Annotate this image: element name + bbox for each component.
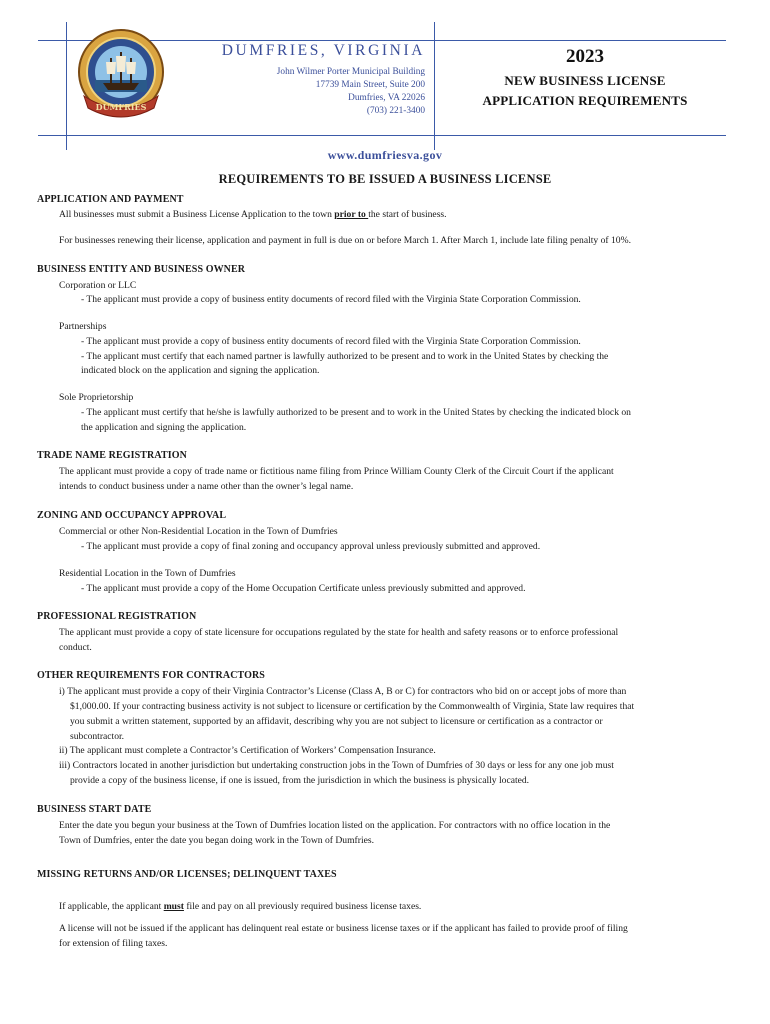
phone-number: (703) 221-3400: [366, 106, 425, 116]
section-heading-missing: MISSING RETURNS AND/OR LICENSES; DELINQUENT TAXES: [37, 869, 337, 880]
city-name: DUMFRIES, VIRGINIA: [221, 42, 425, 59]
building-name: John Wilmer Porter Municipal Building: [276, 67, 425, 77]
missing-text-2: A license will not be issued if the applicant has delinquent real estate or business license taxes or if the applicant has failed to provide proof of filing: [59, 923, 628, 934]
contractors-item-i-2: $1,000.00. If your contracting business activity is not subject to licensure or certification by the Commonwealth of Virginia, State law requires that: [70, 701, 635, 712]
missing-text-3: for extension of filing taxes.: [59, 938, 168, 949]
contractors-item-iii-1: iii) Contractors located in another jurisdiction but undertaking construction jobs in the Town of Dumfries of 30 days or less for any one job must: [59, 760, 614, 771]
entity-partnership-text-3: indicated block on the application and signing the application.: [81, 365, 320, 376]
section-heading-entity: BUSINESS ENTITY AND BUSINESS OWNER: [37, 264, 246, 275]
zoning-commercial-text: - The applicant must provide a copy of final zoning and occupancy approval unless previously submitted and approved.: [81, 541, 541, 552]
doc-title-line-2: APPLICATION REQUIREMENTS: [482, 93, 688, 108]
section-heading-professional: PROFESSIONAL REGISTRATION: [37, 611, 197, 622]
trade-text-2: intends to conduct business under a name other than the owner’s legal name.: [59, 481, 354, 492]
doc-title-line-1: NEW BUSINESS LICENSE: [504, 73, 666, 88]
entity-partnership-text-2: - The applicant must certify that each named partner is lawfully authorized to be present and to work in the United States by checking the: [81, 351, 609, 362]
professional-text-1: The applicant must provide a copy of state licensure for occupations regulated by the state for health and safety reasons or to enforce professional: [59, 627, 619, 638]
entity-partnership-text-1: - The applicant must provide a copy of business entity documents of record filed with the Virginia State Corporation Commission.: [81, 336, 581, 347]
missing-text-1: If applicable, the applicant must file and pay on all previously required business license taxes.: [59, 901, 422, 912]
professional-text-2: conduct.: [59, 642, 92, 653]
city-state-zip: Dumfries, VA 22026: [348, 93, 425, 103]
trade-text-1: The applicant must provide a copy of trade name or fictitious name filing from Prince William County Clerk of the Circuit Court if the applicant: [59, 466, 614, 477]
contractors-item-iii-2: provide a copy of the business license, if one is issued, from the jurisdiction in which the business is physically located.: [70, 775, 530, 786]
entity-sole-label: Sole Proprietorship: [59, 392, 134, 403]
entity-corp-label: Corporation or LLC: [59, 280, 137, 291]
main-title: REQUIREMENTS TO BE ISSUED A BUSINESS LICENSE: [218, 172, 552, 186]
website-link[interactable]: www.dumfriesva.gov: [327, 148, 443, 162]
header-divider-mid: [434, 22, 435, 150]
town-seal: [76, 28, 166, 120]
section-heading-zoning: ZONING AND OCCUPANCY APPROVAL: [37, 510, 227, 521]
entity-partnership-label: Partnerships: [59, 321, 107, 332]
contractors-item-i-3: you submit a written statement, supported by an affidavit, describing why you are not subject to licensure or certification as a contractor or: [70, 716, 603, 727]
year-heading: 2023: [566, 46, 604, 67]
start-date-text-2: Town of Dumfries, enter the date you began doing work in the Town of Dumfries.: [59, 835, 375, 846]
section-heading-application: APPLICATION AND PAYMENT: [37, 194, 184, 205]
contractors-item-ii: ii) The applicant must complete a Contractor’s Certification of Workers’ Compensation Insurance.: [59, 745, 436, 756]
header-rule-bottom: [38, 135, 726, 136]
section-heading-start-date: BUSINESS START DATE: [37, 804, 152, 815]
street-address: 17739 Main Street, Suite 200: [315, 80, 425, 90]
zoning-commercial-label: Commercial or other Non-Residential Location in the Town of Dumfries: [59, 526, 338, 537]
contractors-item-i-4: subcontractor.: [70, 731, 125, 742]
application-text-2: For businesses renewing their license, application and payment in full is due on or before March 1. After March 1, include late filing penalty of 10%.: [59, 235, 631, 246]
seal-text: DUMFRIES: [95, 102, 147, 112]
start-date-text-1: Enter the date you begun your business at the Town of Dumfries location listed on the application. For contractors with no office location in the: [59, 820, 611, 831]
contractors-item-i-1: i) The applicant must provide a copy of their Virginia Contractor’s License (Class A, B or C) for contractors who bid on or accept jobs of more than: [59, 686, 627, 697]
section-heading-contractors: OTHER REQUIREMENTS FOR CONTRACTORS: [37, 670, 265, 681]
entity-sole-text-1: - The applicant must certify that he/she is lawfully authorized to be present and to work in the United States by checking the indicated block on: [81, 407, 631, 418]
header-divider-left: [66, 22, 67, 150]
zoning-residential-text: - The applicant must provide a copy of the Home Occupation Certificate unless previously submitted and approved.: [81, 583, 526, 594]
entity-sole-text-2: the application and signing the application.: [81, 422, 247, 433]
entity-corp-text: - The applicant must provide a copy of business entity documents of record filed with the Virginia State Corporation Commission.: [81, 294, 581, 305]
zoning-residential-label: Residential Location in the Town of Dumfries: [59, 568, 236, 579]
application-text-1: All businesses must submit a Business License Application to the town prior to the start of business.: [59, 209, 447, 220]
section-heading-trade: TRADE NAME REGISTRATION: [37, 450, 187, 461]
